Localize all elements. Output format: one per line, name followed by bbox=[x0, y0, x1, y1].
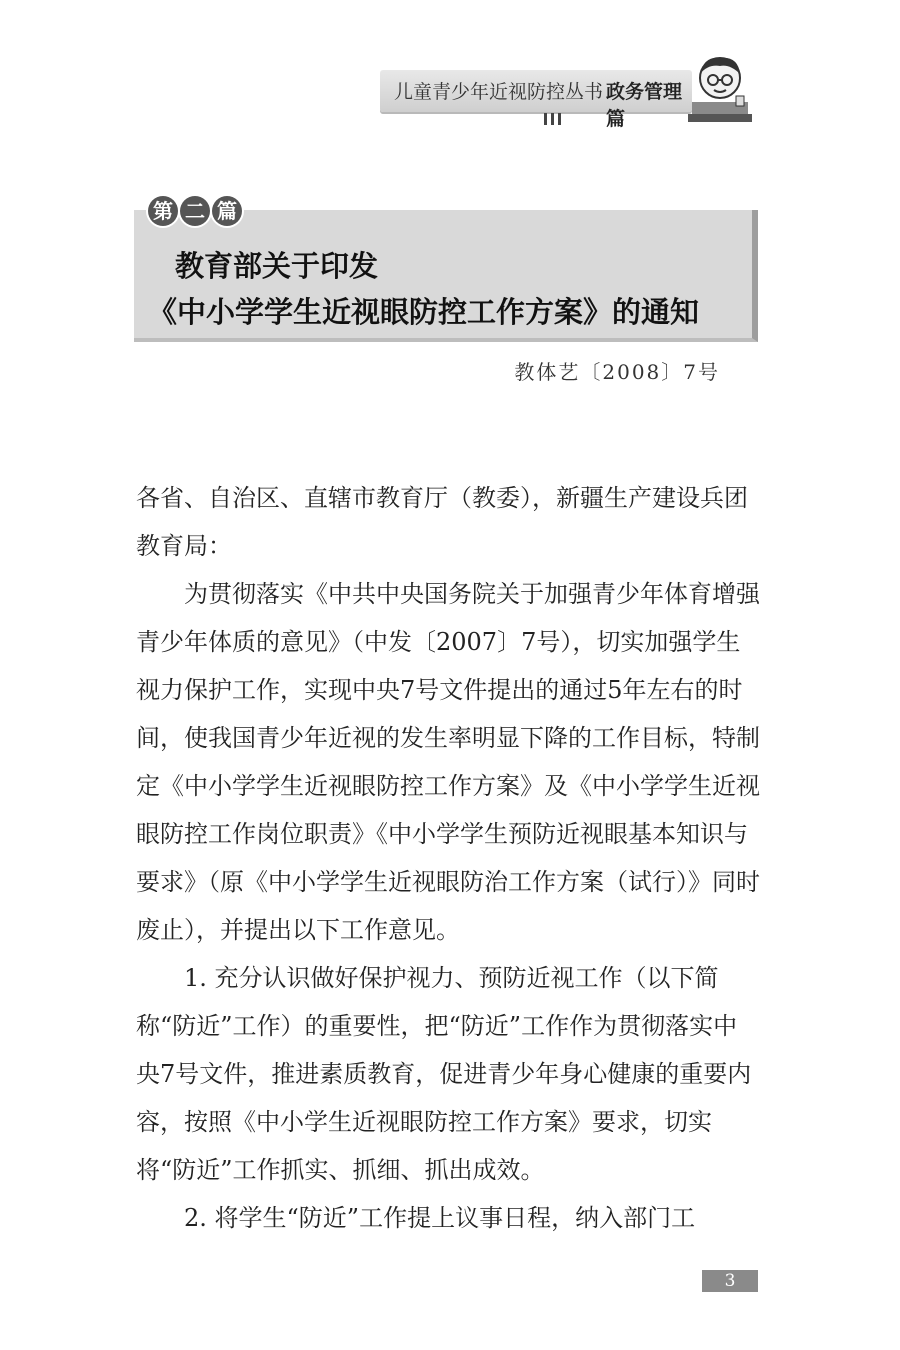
paragraph-intro: 为贯彻落实《中共中央国务院关于加强青少年体育增强青少年体质的意见》（中发〔2007〕7号），切实加强学生视力保护工作，实现中央7号文件提出的通过5年左右的时间，使我国青少年近视的发生率明显下降的工作目标，特制定《中小学学生近视眼防控工作方案》及《中小学学生近视眼防控工作岗位职责》《中小学学生预防近视眼基本知识与要求》（原《中小学学生近视眼防治工作方案（试行）》同时废止），并提出以下工作意见。 bbox=[136, 580, 760, 944]
boy-mascot-icon bbox=[682, 50, 758, 126]
chapter-title-line-2: 《中小学学生近视眼防控工作方案》的通知 bbox=[148, 295, 700, 329]
salutation: 各省、自治区、直辖市教育厅（教委），新疆生产建设兵团教育局： bbox=[136, 484, 748, 560]
paragraph-item-1: 1. 充分认识做好保护视力、预防近视工作（以下简称“防近”工作）的重要性，把“防近”工作作为贯彻落实中央7号文件，推进素质教育，促进青少年身心健康的重要内容，按照《中小学生近视眼防控工作方案》要求，切实将“防近”工作抓实、抓细、抓出成效。 bbox=[136, 964, 752, 1184]
page-number: 3 bbox=[702, 1270, 758, 1292]
document-number: 教体艺〔2008〕7号 bbox=[514, 360, 720, 384]
chapter-badge bbox=[148, 196, 244, 226]
badge-char-2: 二 bbox=[180, 196, 210, 226]
badge-char-3: 篇 bbox=[212, 196, 242, 226]
paragraph-item-2: 2. 将学生“防近”工作提上议事日程，纳入部门工 bbox=[184, 1204, 696, 1232]
badge-char-1: 第 bbox=[148, 196, 178, 226]
running-header bbox=[380, 70, 692, 130]
series-title: 儿童青少年近视防控丛书 bbox=[394, 81, 604, 103]
chapter-title-line-1: 教育部关于印发 bbox=[175, 249, 379, 283]
body-text bbox=[136, 474, 760, 1242]
header-ticks bbox=[544, 110, 565, 129]
volume-title: 政务管理篇 bbox=[606, 81, 683, 130]
